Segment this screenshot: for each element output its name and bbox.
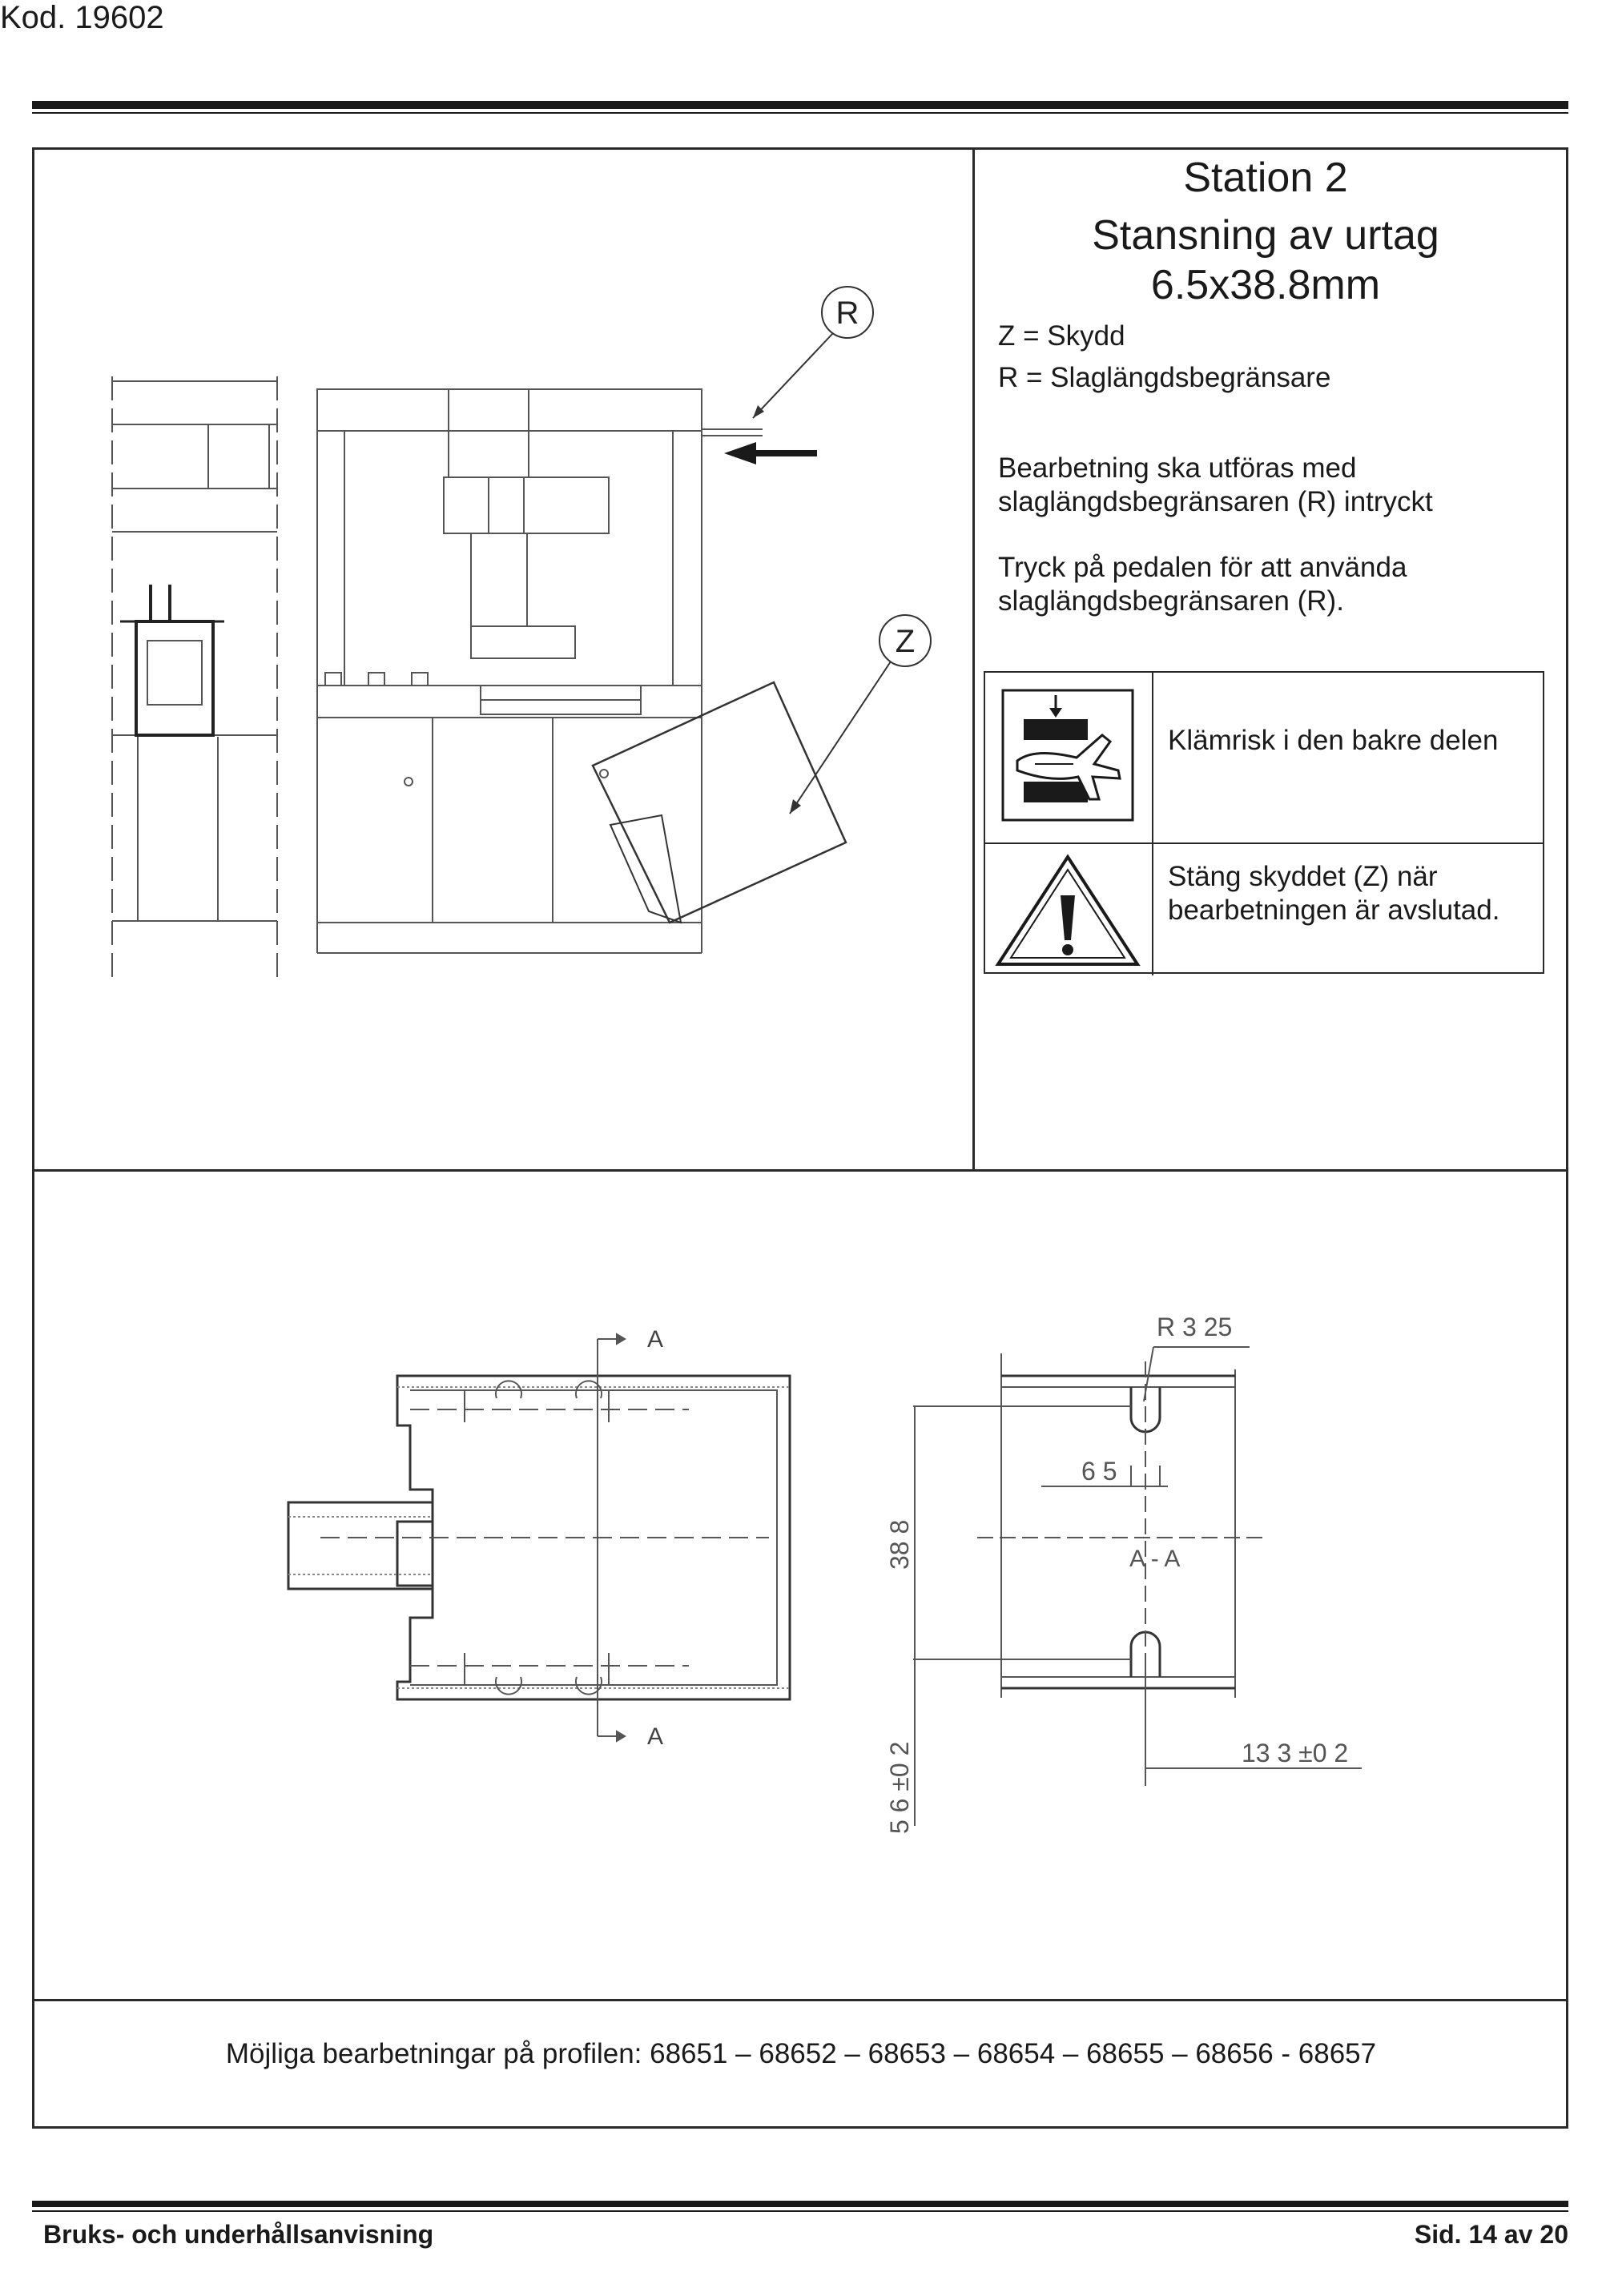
section-aa-label: A - A — [1129, 1546, 1181, 1572]
footer-rule — [32, 2201, 1568, 2207]
machine-drawing — [32, 240, 977, 1121]
callout-z-label: Z — [895, 624, 916, 659]
warning-table — [984, 671, 1544, 974]
warning-row — [985, 671, 1543, 842]
warning-text-crush: Klämrisk i den bakre delen — [1168, 725, 1499, 756]
dim-width: 6 5 — [1081, 1457, 1117, 1486]
station-dimension: 6.5x38.8mm — [1150, 262, 1381, 308]
footer-rule-thin — [32, 2210, 1568, 2212]
panel-divider-1 — [32, 1169, 1568, 1172]
footer-page-number: Sid. 14 av 20 — [1414, 2220, 1568, 2249]
dim-radius: R 3 25 — [1157, 1313, 1233, 1341]
dim-height: 38 8 — [885, 1519, 914, 1570]
legend-z: Z = Skydd — [998, 320, 1125, 352]
footer-manual-title: Bruks- och underhållsanvisning — [43, 2220, 434, 2249]
dim-offset-left: 5 6 ±0 2 — [885, 1741, 914, 1834]
possible-profiles: Möjliga bearbetningar på profilen: 68651 – 68652 – 68653 – 68654 – 68655 – 68656 - 68657 — [225, 2038, 1377, 2069]
section-label-bottom: A — [647, 1723, 664, 1750]
warning-row — [985, 842, 1543, 975]
crush-hazard-icon — [1000, 687, 1136, 823]
section-label-top: A — [647, 1326, 664, 1353]
station-title: Station 2 — [1183, 155, 1348, 201]
warning-triangle-icon — [992, 850, 1144, 971]
warning-text-guard: Stäng skyddet (Z) när bearbetningen är avslutad. — [1168, 861, 1500, 926]
station-subtitle: Stansning av urtag — [1092, 212, 1439, 259]
legend-r: R = Slaglängdsbegränsare — [998, 362, 1331, 393]
warning-icon-cell — [985, 671, 1153, 842]
panel-divider-2 — [32, 1999, 1568, 2001]
warning-icon-cell — [985, 844, 1153, 975]
instruction-1: Bearbetning ska utföras med slaglängdsbegränsaren (R) intryckt — [998, 452, 1433, 517]
callout-r-label: R — [835, 296, 859, 331]
profile-section-drawing — [240, 1265, 1362, 1922]
header-rule-thin — [32, 112, 1568, 114]
document-code: Kod. 19602 — [0, 0, 164, 35]
instruction-2: Tryck på pedalen för att använda slaglängdsbegränsaren (R). — [998, 552, 1407, 617]
dim-offset-right: 13 3 ±0 2 — [1242, 1739, 1349, 1767]
header-rule — [32, 101, 1568, 109]
